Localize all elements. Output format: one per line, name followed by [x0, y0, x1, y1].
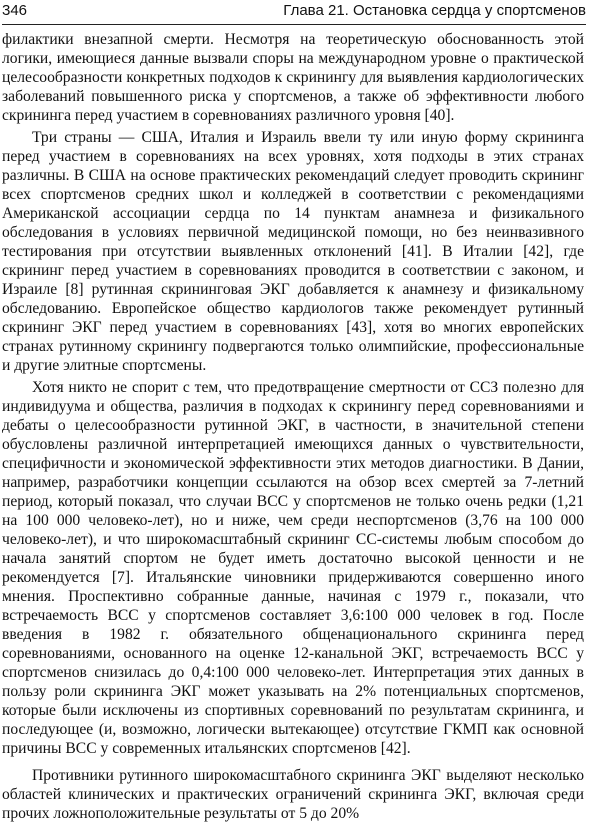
- paragraph: филактики внезапной смерти. Несмотря на теоретическую обоснованность этой логики, имеющиеся данные вызвали споры на международном уровне о практической целесообразности конкретных подходов к скринингу для выявления кардиологических заболеваний повышенного риска у спортсменов, а также об эффективности любого скрининга перед участием в соревнованиях различного уровня [40].: [2, 31, 584, 124]
- paragraph: Хотя никто не спорит с тем, что предотвращение смертности от ССЗ полезно для индивидуума и общества, различия в подходах к скринингу перед соревнованиями и дебаты о целесообразности рутинной ЭКГ, в частности, в значительной степени обусловлены различной интерпретацией имеющихся данных о чувствительности, специфичности и экономической эффективности этих методов диагностики. В Дании, например, разработчики концепции ссылаются на обзор всех смертей за 7-летний период, который показал, что случаи ВСС у спортсменов не только очень редки (1,21 на 100 000 человеко-лет), но и ниже, чем среди неспортсменов (3,76 на 100 000 человеко-лет), и что широкомасштабный скрининг СС-системы любым способом до начала занятий спортом не будет иметь достаточно высокой ценности и не рекомендуется [7]. Итальянские чиновники придерживаются совершенно иного мнения. Проспективно собранные данные, начиная с 1979 г., показали, что встречаемость ВСС у спортсменов составляет 3,6:100 000 человек в год. После введения в 1982 г. обязательного общенационального скрининга перед соревнованиями, основанного на оценке 12-канальной ЭКГ, встречаемость ВСС у спортсменов снизилась до 0,4:100 000 человеко-лет. Интерпретация этих данных в пользу роли скрининга ЭКГ может указывать на 2% потенциальных спортсменов, которые были исключены из спортивных соревнований по результатам скрининга, и последующее (и, возможно, логически вытекающее) отсутствие ГКМП как основной причины ВСС у современных итальянских спортсменов [42].: [2, 379, 584, 757]
- paragraph: Противники рутинного широкомасштабного скрининга ЭКГ выделяют несколько областей клинических и практических ограничений скрининга ЭКГ, включая среди прочих ложноположительные результаты от 5 до 20%: [2, 767, 584, 822]
- page-header: [2, 0, 586, 25]
- body-text: [2, 30, 584, 826]
- page-number: 346: [2, 2, 28, 19]
- paragraph: Три страны — США, Италия и Израиль ввели ту или иную форму скрининга перед участием в соревнованиях на всех уровнях, хотя подходы в этих странах различны. В США на основе практических рекомендаций следует проводить скрининг всех спортсменов средних школ и колледжей в соответствии с рекомендациями Американской ассоциации сердца по 14 пунктам анамнеза и физикального обследования в условиях первичной медицинской помощи, но без неинвазивного тестирования при отсутствии выявленных отклонений [41]. В Италии [42], где скрининг перед участием в соревнованиях проводится в соответствии с законом, и Израиле [8] рутинная скрининговая ЭКГ добавляется к анамнезу и физикальному обследованию. Европейское общество кардиологов также рекомендует рутинный скрининг ЭКГ перед участием в соревнованиях [43], хотя во многих европейских странах рутинному скринингу подвергаются только олимпийские, профессиональные и другие элитные спортсмены.: [2, 129, 584, 374]
- running-title: Глава 21. Остановка сердца у спортсменов: [283, 2, 586, 19]
